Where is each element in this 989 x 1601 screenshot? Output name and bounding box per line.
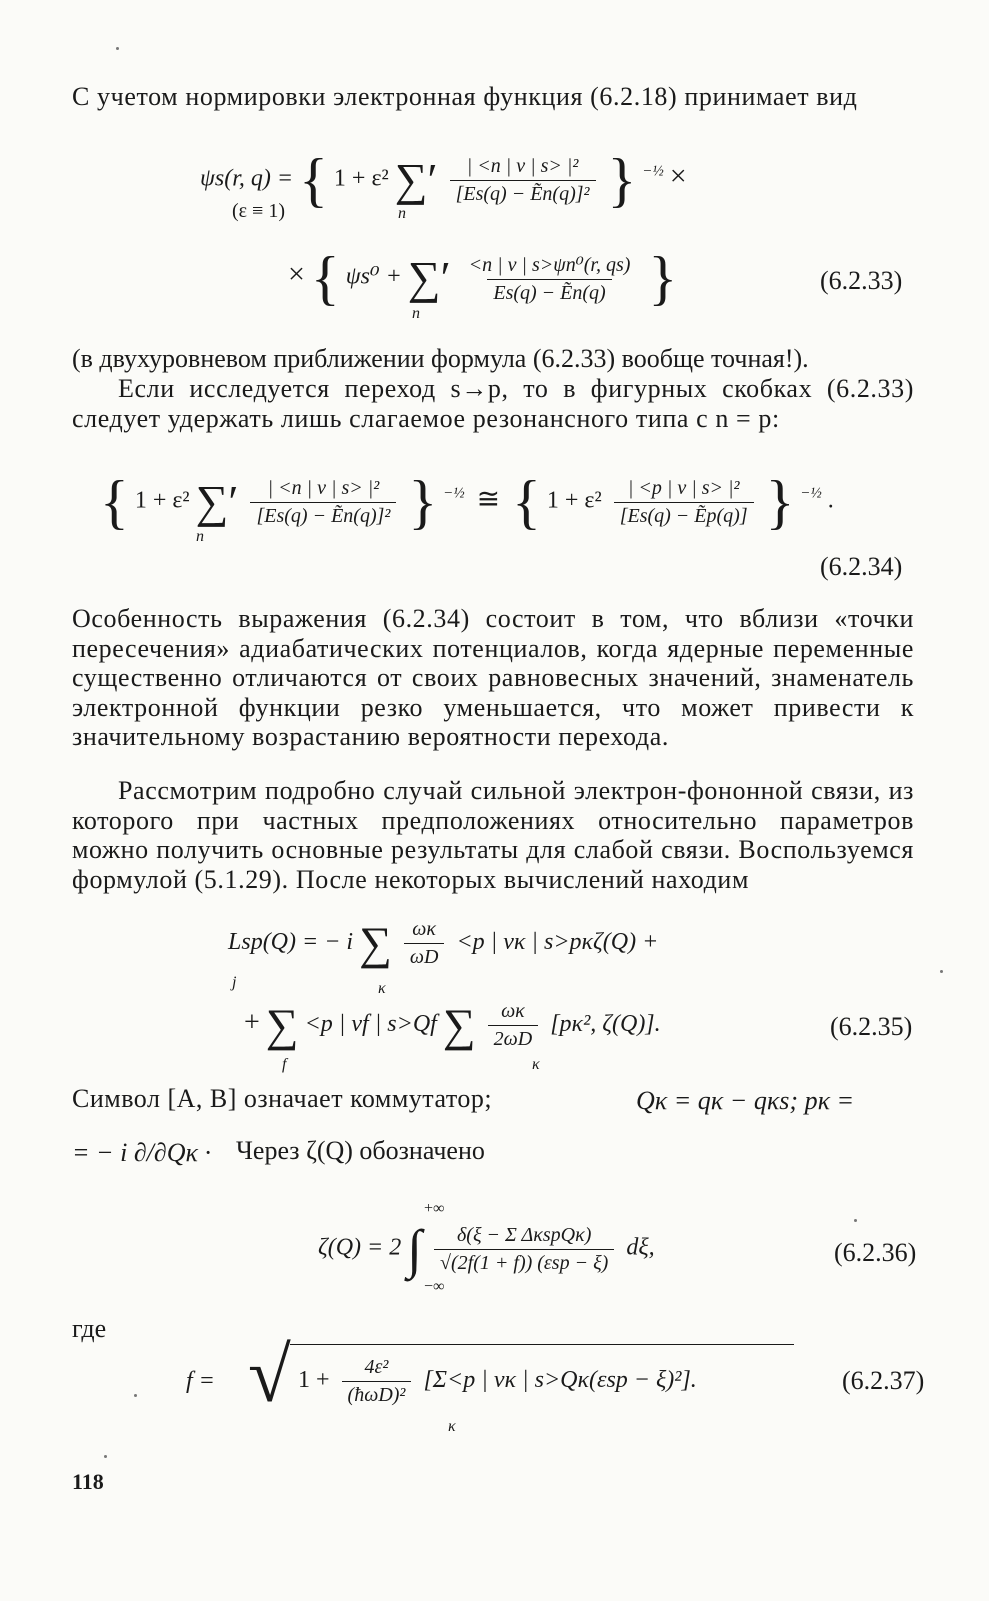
paragraph-commutator: Символ [A, B] означает коммутатор; [72,1084,493,1113]
eq35-number: (6.2.35) [830,1012,913,1041]
eq36-lower-limit: −∞ [424,1278,445,1295]
eq33-frac2-denominator: Es(q) − Ẽn(q) [487,279,611,305]
eq33-frac1-numerator: | <n | v | s> |² [466,154,579,177]
eq36-upper-limit: +∞ [424,1200,445,1217]
eq37-fraction [342,1356,412,1407]
eq33-psi0: ψs⁰ + [345,263,402,290]
eq37-lhs: f = [186,1368,215,1394]
eq34-approx: ≅ [476,483,501,515]
eq33-times: × [669,159,687,193]
eq35-frac1-numerator: ωκ [412,918,437,940]
eq34-one-plus-left: 1 + ε² [134,487,190,514]
eq37-numerator: 4ε² [364,1356,389,1378]
eq37-number: (6.2.37) [842,1366,925,1395]
eq34-number: (6.2.34) [820,552,903,581]
eq33-frac1-denominator: [Es(q) − Ẽn(q)]² [450,180,596,206]
eq36-integral-sign: ∫ [407,1219,423,1279]
eq36-dxi: dξ, [626,1234,655,1261]
eq37-denominator: (ħωD)² [342,1381,412,1407]
eq35-sum-sign-2: ∑ [265,999,299,1051]
eq36-number: (6.2.36) [834,1238,917,1267]
eq33-fraction-1 [450,155,596,206]
eq35-frac2-numerator: ωκ [501,1000,525,1022]
scan-speck [104,1455,107,1458]
eq33-sum-sign-1: ∑′ [394,154,438,205]
eq37-sqrt-bar [290,1344,794,1345]
eq36-lhs: ζ(Q) = 2 [318,1234,402,1261]
eq33-sum-index-1: n [398,205,406,222]
page-number: 118 [72,1469,104,1494]
equation-6-2-36 [318,1219,655,1279]
equation-6-2-35-line2 [244,1000,661,1051]
eq34-end: . [827,487,834,514]
eq34-fraction-left [250,477,396,528]
eq33-line2-times: × [288,257,305,291]
eq37-one-plus: 1 + [298,1367,330,1394]
eq33-condition: (ε ≡ 1) [232,200,285,222]
eq33-sum-index-2: n [412,305,420,322]
eq34-brace2-open: { [512,469,541,535]
eq33-power: −½ [642,163,664,180]
eq36-fraction [434,1224,614,1275]
paragraph-zeta-intro: Через ζ(Q) обозначено [236,1136,485,1165]
eq35-fraction-1 [404,918,445,969]
scan-speck [134,1394,137,1397]
eq33-sum-sign-2: ∑′ [407,252,451,303]
eq35-rest2: <p | vf | s>Qf [304,1011,437,1038]
eq34-brace-open: { [100,469,129,535]
equation-6-2-33-line2 [288,245,678,311]
eq34-right-numerator: | <p | v | s> |² [627,476,740,499]
eq36-numerator: δ(ξ − Σ ΔκspQκ) [456,1223,592,1246]
eq37-bracket: [Σ<p | vκ | s>Qκ(εsp − ξ)²]. [423,1367,697,1394]
eq34-power-right: −½ [800,485,822,502]
eq35-fraction-2 [488,1000,539,1051]
eq34-left-numerator: | <n | v | s> |² [267,476,380,499]
eq33-brace2-close: } [648,245,678,311]
eq34-sum-sign: ∑′ [195,476,239,527]
paragraph-intro: С учетом нормировки электронная функция (6.2.18) принимает вид [72,82,858,111]
eq33-frac2-numerator: <n | v | s>ψn⁰(r, qs) [468,253,631,276]
eq33-brace-close: } [607,147,637,213]
eq35-sum-index-2: f [282,1056,287,1073]
eq36-denominator: √(2f(1 + f)) (εsp − ξ) [434,1249,614,1275]
inline-q-definition: Qκ = qκ − qκs; pκ = [636,1086,855,1115]
eq33-number: (6.2.33) [820,266,903,295]
eq35-line2-plus: + [244,1007,260,1039]
eq34-fraction-right [614,477,754,528]
eq35-frac2-denominator: 2ωD [488,1025,539,1051]
eq35-rest1: <p | vκ | s>pκζ(Q) + [456,929,659,956]
eq35-note-j: j [232,974,237,991]
scan-speck [940,970,943,973]
paragraph-strong-coupling: Рассмотрим подробно случай сильной электрон-фононной связи, из которого при частных предположениях относительно параметров можно получить основные результаты для слабой связи. Воспользуемся формулой (5.1.29). После некоторых вычислений находим [72,776,914,894]
paragraph-singularity: Особенность выражения (6.2.34) состоит в том, что вблизи «точки пересечения» адиабатических потенциалов, когда ядерные переменные существенно отличаются от своих равновесных значений, знаменатель электронной функции резко уменьшается, что может привести к значительному возрастанию вероятности перехода. [72,604,914,751]
paragraph-transition: Если исследуется переход s→p, то в фигурных скобках (6.2.33) следует удержать лишь слагаемое резонансного типа с n = p: [72,374,914,433]
eq33-one-plus: 1 + ε² [333,165,389,192]
paragraph-where: где [72,1314,107,1343]
eq37-sqrt-sign: √ [248,1331,291,1418]
eq35-lhs: Lsp(Q) = − i [228,929,354,956]
eq37-sum-index: κ [448,1418,456,1435]
eq35-sum-index-1: κ [378,980,386,997]
equation-6-2-34 [100,469,834,535]
paragraph-two-level-note: (в двухуровневом приближении формула (6.2.33) вообще точная!). [72,344,809,373]
eq35-frac1-denominator: ωD [404,943,445,969]
scan-speck [116,47,119,50]
eq33-brace-open: { [299,147,328,213]
equation-6-2-37 [298,1356,697,1407]
inline-p-definition: = − i ∂/∂Qκ · [72,1138,211,1167]
eq34-right-denominator: [Es(q) − Ẽp(q)] [614,502,754,528]
eq33-fraction-2 [463,252,637,305]
eq34-sum-index: n [196,528,204,545]
equation-6-2-35-line1 [228,918,658,969]
scan-speck [854,1219,857,1222]
eq34-one-plus-right: 1 + ε² [546,487,602,514]
eq34-brace2-close: } [765,469,795,535]
eq34-brace-close: } [408,469,438,535]
eq34-power-left: −½ [443,485,465,502]
eq34-left-denominator: [Es(q) − Ẽn(q)]² [250,502,396,528]
eq33-brace2-open: { [310,245,340,311]
eq35-sum-index-3: κ [532,1056,540,1073]
eq33-lhs: ψs(r, q) = [200,165,294,192]
eq35-sum-sign-1: ∑ [359,917,392,969]
eq35-sum-sign-3: ∑ [442,999,476,1051]
eq35-rest3: [pκ², ζ(Q)]. [550,1011,661,1038]
